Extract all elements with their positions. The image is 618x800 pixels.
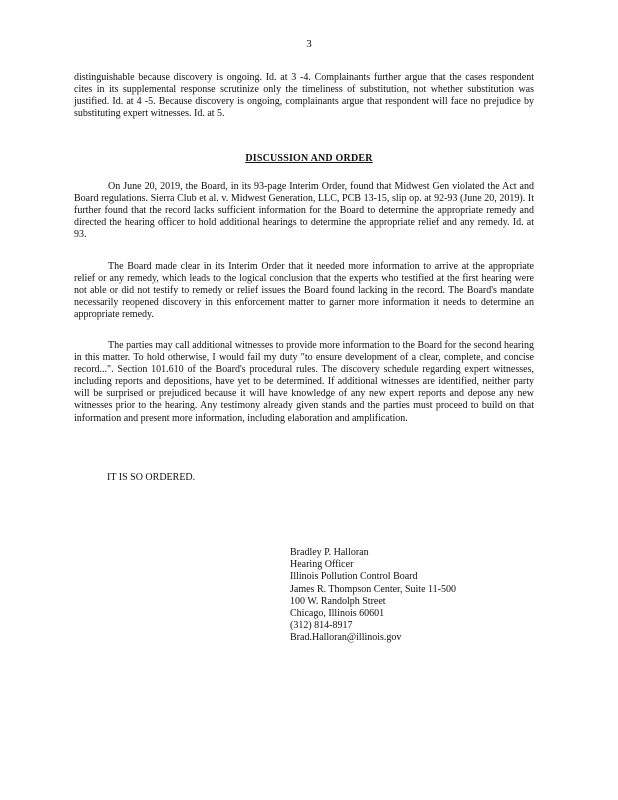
signature-block	[290, 547, 456, 645]
paragraph-text: distinguishable because discovery is ongoing. Id. at 3 -4. Complainants further argue that the cases respondent cites in its supplemental response scrutinize only the timeliness of substitution, not whether substitution was justified. Id. at 4 -5. Because discovery is ongoing, complainants argue that respondent will face no prejudice by substituting expert witnesses. Id. at 5.	[74, 72, 534, 120]
signer-organization: Illinois Pollution Control Board	[290, 571, 418, 583]
paragraph-text: On June 20, 2019, the Board, in its 93-page Interim Order, found that Midwest Gen violated the Act and Board regulations. Sierra Club et al. v. Midwest Generation, LLC, PCB 13-15, slip op. at 92-93 (June 20, 2019). It further found that the record lacks sufficient information for the Board to determine the appropriate remedy and directed the hearing officer to hold additional hearings to determine the appropriate relief and any remedy. Id. at 93.	[74, 181, 534, 241]
signer-title: Hearing Officer	[290, 559, 354, 571]
section-heading	[0, 153, 618, 164]
signer-email: Brad.Halloran@illinois.gov	[290, 632, 402, 644]
signer-building: James R. Thompson Center, Suite 11-500	[290, 583, 456, 595]
paragraph-text: The Board made clear in its Interim Order that it needed more information to arrive at the appropriate relief or any remedy, which leads to the logical conclusion that the experts who testified at the first hearing were not able or did not testify to remedy or relief issues the Board found lacking in the record. The Board's mandate necessarily reopened discovery in this enforcement matter to garner more information it needs to determine an appropriate remedy.	[74, 261, 534, 321]
signer-street: 100 W. Randolph Street	[290, 595, 386, 607]
discussion-paragraph-2	[74, 261, 534, 321]
signer-phone: (312) 814-8917	[290, 620, 353, 632]
signer-city: Chicago, Illinois 60601	[290, 608, 385, 620]
discussion-paragraph-1	[74, 181, 534, 241]
section-heading-text: DISCUSSION AND ORDER	[245, 153, 373, 164]
page-number: 3	[306, 38, 312, 50]
closing-statement: IT IS SO ORDERED.	[107, 472, 196, 483]
intro-paragraph	[74, 72, 534, 120]
discussion-paragraph-3	[74, 340, 534, 425]
paragraph-text: The parties may call additional witnesses to provide more information to the Board for the second hearing in this matter. To hold otherwise, I would fail my duty "to ensure development of a clear, complete, and concise record...". Section 101.610 of the Board's procedural rules. The discovery schedule regarding expert witnesses, including reports and depositions, have yet to be determined. If additional witnesses are identified, neither party will be surprised or prejudiced because it will have knowledge of any new expert reports and depose any new witnesses prior to the hearing. Any testimony already given stands and the parties must proceed to build on that information and present more information, including elaboration and amplification.	[74, 340, 534, 424]
signer-name: Bradley P. Halloran	[290, 547, 369, 558]
